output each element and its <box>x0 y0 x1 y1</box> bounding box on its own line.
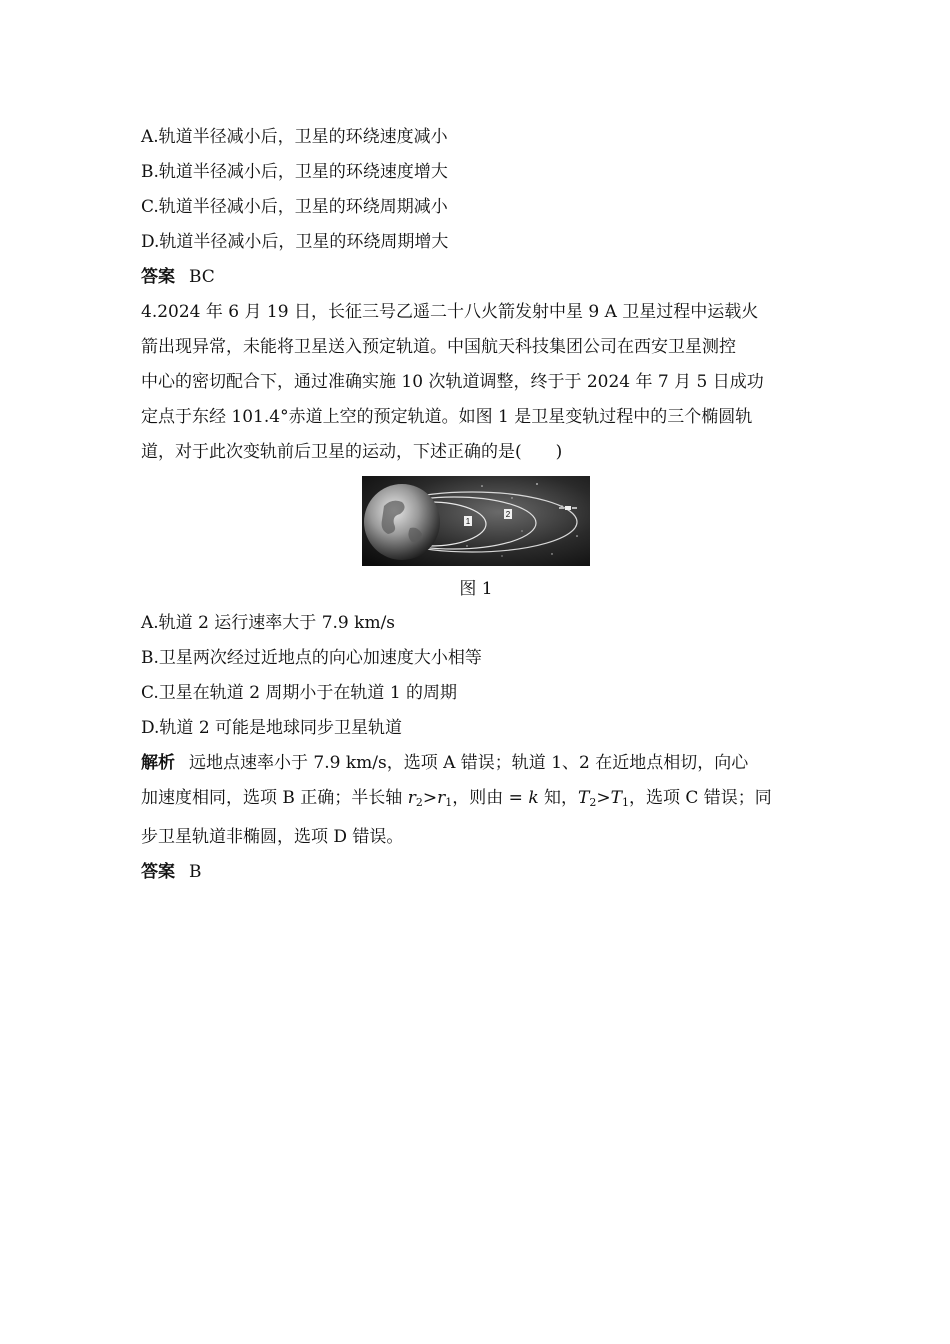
figure-1 <box>141 476 811 606</box>
q3-option-c: C.轨道半径减小后，卫星的环绕周期减小 <box>141 197 448 217</box>
q4-option-d: D.轨道 2 可能是地球同步卫星轨道 <box>141 718 403 738</box>
subscript: 1 <box>445 796 453 809</box>
symbol-gt: > <box>596 788 611 808</box>
q3-option-a: A.轨道半径减小后，卫星的环绕速度减小 <box>141 127 448 147</box>
q3-answer-value: BC <box>189 267 215 287</box>
subscript: 1 <box>621 796 629 809</box>
orbit-figure-image <box>362 476 590 566</box>
q3-answer <box>141 260 811 295</box>
q4-stem-line: 中心的密切配合下，通过准确实施 10 次轨道调整，终于于 2024 年 7 月 5 日成功 <box>141 372 764 392</box>
q4-answer-value: B <box>189 862 202 882</box>
q4-answer-label: 答案 <box>141 862 175 882</box>
q4-stem-line: 4.2024 年 6 月 19 日，长征三号乙遥二十八火箭发射中星 9 A 卫星过程中运载火 <box>141 302 759 322</box>
document-page <box>141 120 811 890</box>
subscript: 2 <box>589 796 597 809</box>
q4-stem-line: 定点于东经 101.4°赤道上空的预定轨道。如图 1 是卫星变轨过程中的三个椭圆轨 <box>141 407 753 427</box>
q4-option-c: C.卫星在轨道 2 周期小于在轨道 1 的周期 <box>141 683 458 703</box>
q4-stem-line: 道，对于此次变轨前后卫星的运动，下述正确的是( ) <box>141 442 563 462</box>
analysis-text: ，则由 = <box>452 788 529 808</box>
symbol-t: T <box>610 788 622 808</box>
analysis-label: 解析 <box>141 753 175 773</box>
symbol-k: k <box>528 788 539 808</box>
q4-stem <box>141 295 811 470</box>
figure-caption: 图 1 <box>459 579 493 599</box>
analysis-line-1 <box>141 746 811 781</box>
analysis-text: ，选项 C 错误；同 <box>628 788 772 808</box>
orbit-label-1: 1 <box>465 517 471 526</box>
symbol-r: r <box>407 788 416 808</box>
analysis-text: 知， <box>538 788 579 808</box>
orbit-label-2: 2 <box>505 510 511 519</box>
symbol-t: T <box>578 788 590 808</box>
analysis-text: 远地点速率小于 7.9 km/s，选项 A 错误；轨道 1、2 在近地点相切，向心 <box>189 753 749 773</box>
subscript: 2 <box>415 796 423 809</box>
q4-option-a: A.轨道 2 运行速率大于 7.9 km/s <box>141 613 396 633</box>
q4-analysis <box>141 746 811 855</box>
q4-option-b: B.卫星两次经过近地点的向心加速度大小相等 <box>141 648 482 668</box>
q4-stem-line: 箭出现异常，未能将卫星送入预定轨道。中国航天科技集团公司在西安卫星测控 <box>141 337 736 357</box>
symbol-gt: > <box>422 788 438 808</box>
q3-option-b: B.轨道半径减小后，卫星的环绕速度增大 <box>141 162 448 182</box>
q3-option-d: D.轨道半径减小后，卫星的环绕周期增大 <box>141 232 449 252</box>
q4-answer <box>141 855 811 890</box>
earth <box>364 484 440 560</box>
analysis-line-2 <box>141 781 811 820</box>
analysis-line-3: 步卫星轨道非椭圆，选项 D 错误。 <box>141 827 404 847</box>
analysis-text: 加速度相同，选项 B 正确；半长轴 <box>141 788 408 808</box>
q3-answer-label: 答案 <box>141 267 175 287</box>
symbol-r: r <box>437 788 446 808</box>
